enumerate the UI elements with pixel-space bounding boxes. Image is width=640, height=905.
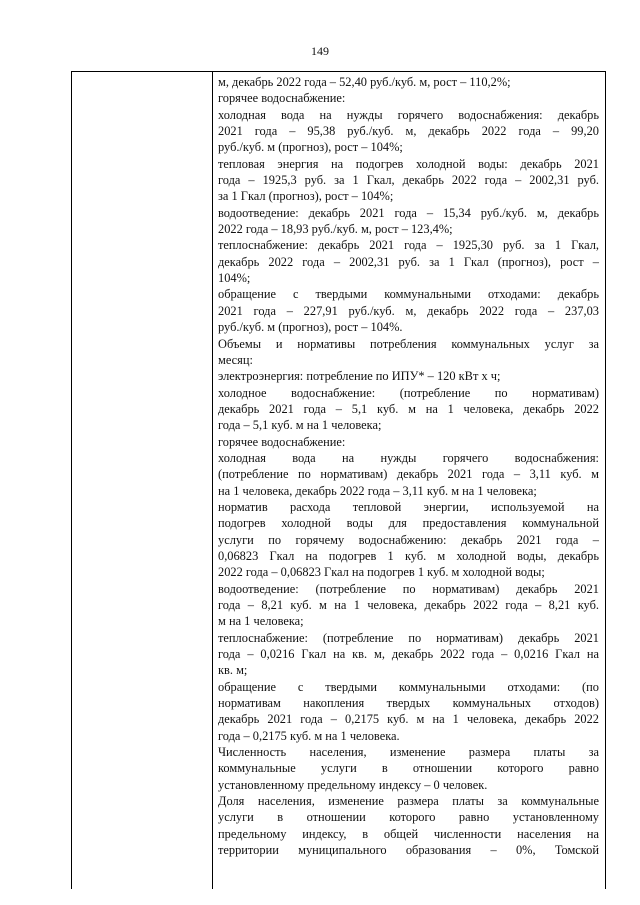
text-line: территории муниципального образования – 0%, Томской xyxy=(218,843,599,858)
text-line: Доля населения, изменение размера платы за коммунальные xyxy=(218,794,599,809)
text-line: услуги по горячему водоснабжению: декабрь 2021 года – xyxy=(218,532,599,547)
text-line: года – 5,1 куб. м на 1 человека; xyxy=(218,418,382,433)
text-line: обращение с твердыми коммунальными отходами: (по xyxy=(218,679,599,694)
text-line: 0,06823 Гкал на подогрев 1 куб. м холодной воды, декабрь xyxy=(218,548,599,563)
text-line: 2021 года – 227,91 руб./куб. м, декабрь 2022 года – 237,03 xyxy=(218,303,599,318)
text-line: (потребление по нормативам) декабрь 2021 года – 3,11 куб. м xyxy=(218,467,599,482)
text-line: за 1 Гкал (прогноз), рост – 104%; xyxy=(218,189,394,204)
text-line: услуги в отношении которого равно установленному xyxy=(218,810,599,825)
table-text-cell xyxy=(218,74,599,859)
text-line: года – 1925,3 руб. за 1 Гкал, декабрь 2022 года – 2002,31 руб. xyxy=(218,173,599,188)
text-line: декабрь 2021 года – 0,2175 куб. м на 1 человека, декабрь 2022 xyxy=(218,712,599,727)
text-line: Численность населения, изменение размера платы за xyxy=(218,745,599,760)
text-line: декабрь 2021 года – 5,1 куб. м на 1 человека, декабрь 2022 xyxy=(218,401,599,416)
text-line: водоотведение: декабрь 2021 года – 15,34 руб./куб. м, декабрь xyxy=(218,205,599,220)
text-line: 2022 года – 18,93 руб./куб. м, рост – 123,4%; xyxy=(218,222,453,237)
text-line: холодная вода на нужды горячего водоснабжения: декабрь xyxy=(218,107,599,122)
text-line: холодное водоснабжение: (потребление по нормативам) xyxy=(218,385,599,400)
text-line: года – 0,0216 Гкал на кв. м, декабрь 2022 года – 0,0216 Гкал на xyxy=(218,647,599,662)
text-line: кв. м; xyxy=(218,663,248,678)
table-left-cell xyxy=(72,72,212,889)
text-line: горячее водоснабжение: xyxy=(218,434,346,449)
text-line: предельному индексу, в общей численности населения на xyxy=(218,826,599,841)
text-line: месяц: xyxy=(218,352,253,367)
text-line: Объемы и нормативы потребления коммунальных услуг за xyxy=(218,336,599,351)
document-table xyxy=(71,71,606,889)
text-line: нормативам накопления твердых коммунальных отходов) xyxy=(218,696,599,711)
text-line: м на 1 человека; xyxy=(218,614,304,629)
text-line: коммунальные услуги в отношении которого равно xyxy=(218,761,599,776)
page-number: 149 xyxy=(311,44,329,58)
text-line: норматив расхода тепловой энергии, используемой на xyxy=(218,499,599,514)
text-line: руб./куб. м (прогноз), рост – 104%. xyxy=(218,320,403,335)
text-line: года – 8,21 куб. м на 1 человека, декабрь 2022 года – 8,21 куб. xyxy=(218,598,599,612)
text-line: на 1 человека, декабрь 2022 года – 3,11 куб. м на 1 человека; xyxy=(218,483,537,498)
text-line: декабрь 2022 года – 2002,31 руб. за 1 Гкал (прогноз), рост – xyxy=(218,254,599,269)
text-line: горячее водоснабжение: xyxy=(218,91,346,106)
text-line: холодная вода на нужды горячего водоснабжения: xyxy=(218,450,599,465)
text-line: теплоснабжение: декабрь 2021 года – 1925,30 руб. за 1 Гкал, xyxy=(218,238,599,253)
text-line: установленному предельному индексу – 0 человек. xyxy=(218,777,488,792)
text-line: 104%; xyxy=(218,271,251,286)
text-line: 2022 года – 0,06823 Гкал на подогрев 1 куб. м холодной воды; xyxy=(218,565,545,580)
text-line: м, декабрь 2022 года – 52,40 руб./куб. м, рост – 110,2%; xyxy=(218,75,511,89)
text-line: руб./куб. м (прогноз), рост – 104%; xyxy=(218,140,403,155)
text-line: водоотведение: (потребление по нормативам) декабрь 2021 xyxy=(218,581,599,596)
text-line: тепловая энергия на подогрев холодной воды: декабрь 2021 xyxy=(218,156,599,171)
text-line: подогрев холодной воды для предоставления коммунальной xyxy=(218,516,599,531)
text-line: 2021 года – 95,38 руб./куб. м, декабрь 2022 года – 99,20 xyxy=(218,124,599,139)
column-divider xyxy=(212,72,213,889)
text-line: года – 0,2175 куб. м на 1 человека. xyxy=(218,728,400,743)
text-line: электроэнергия: потребление по ИПУ* – 120 кВт х ч; xyxy=(218,369,501,384)
text-line: обращение с твердыми коммунальными отходами: декабрь xyxy=(218,287,599,302)
text-line: теплоснабжение: (потребление по нормативам) декабрь 2021 xyxy=(218,630,599,645)
